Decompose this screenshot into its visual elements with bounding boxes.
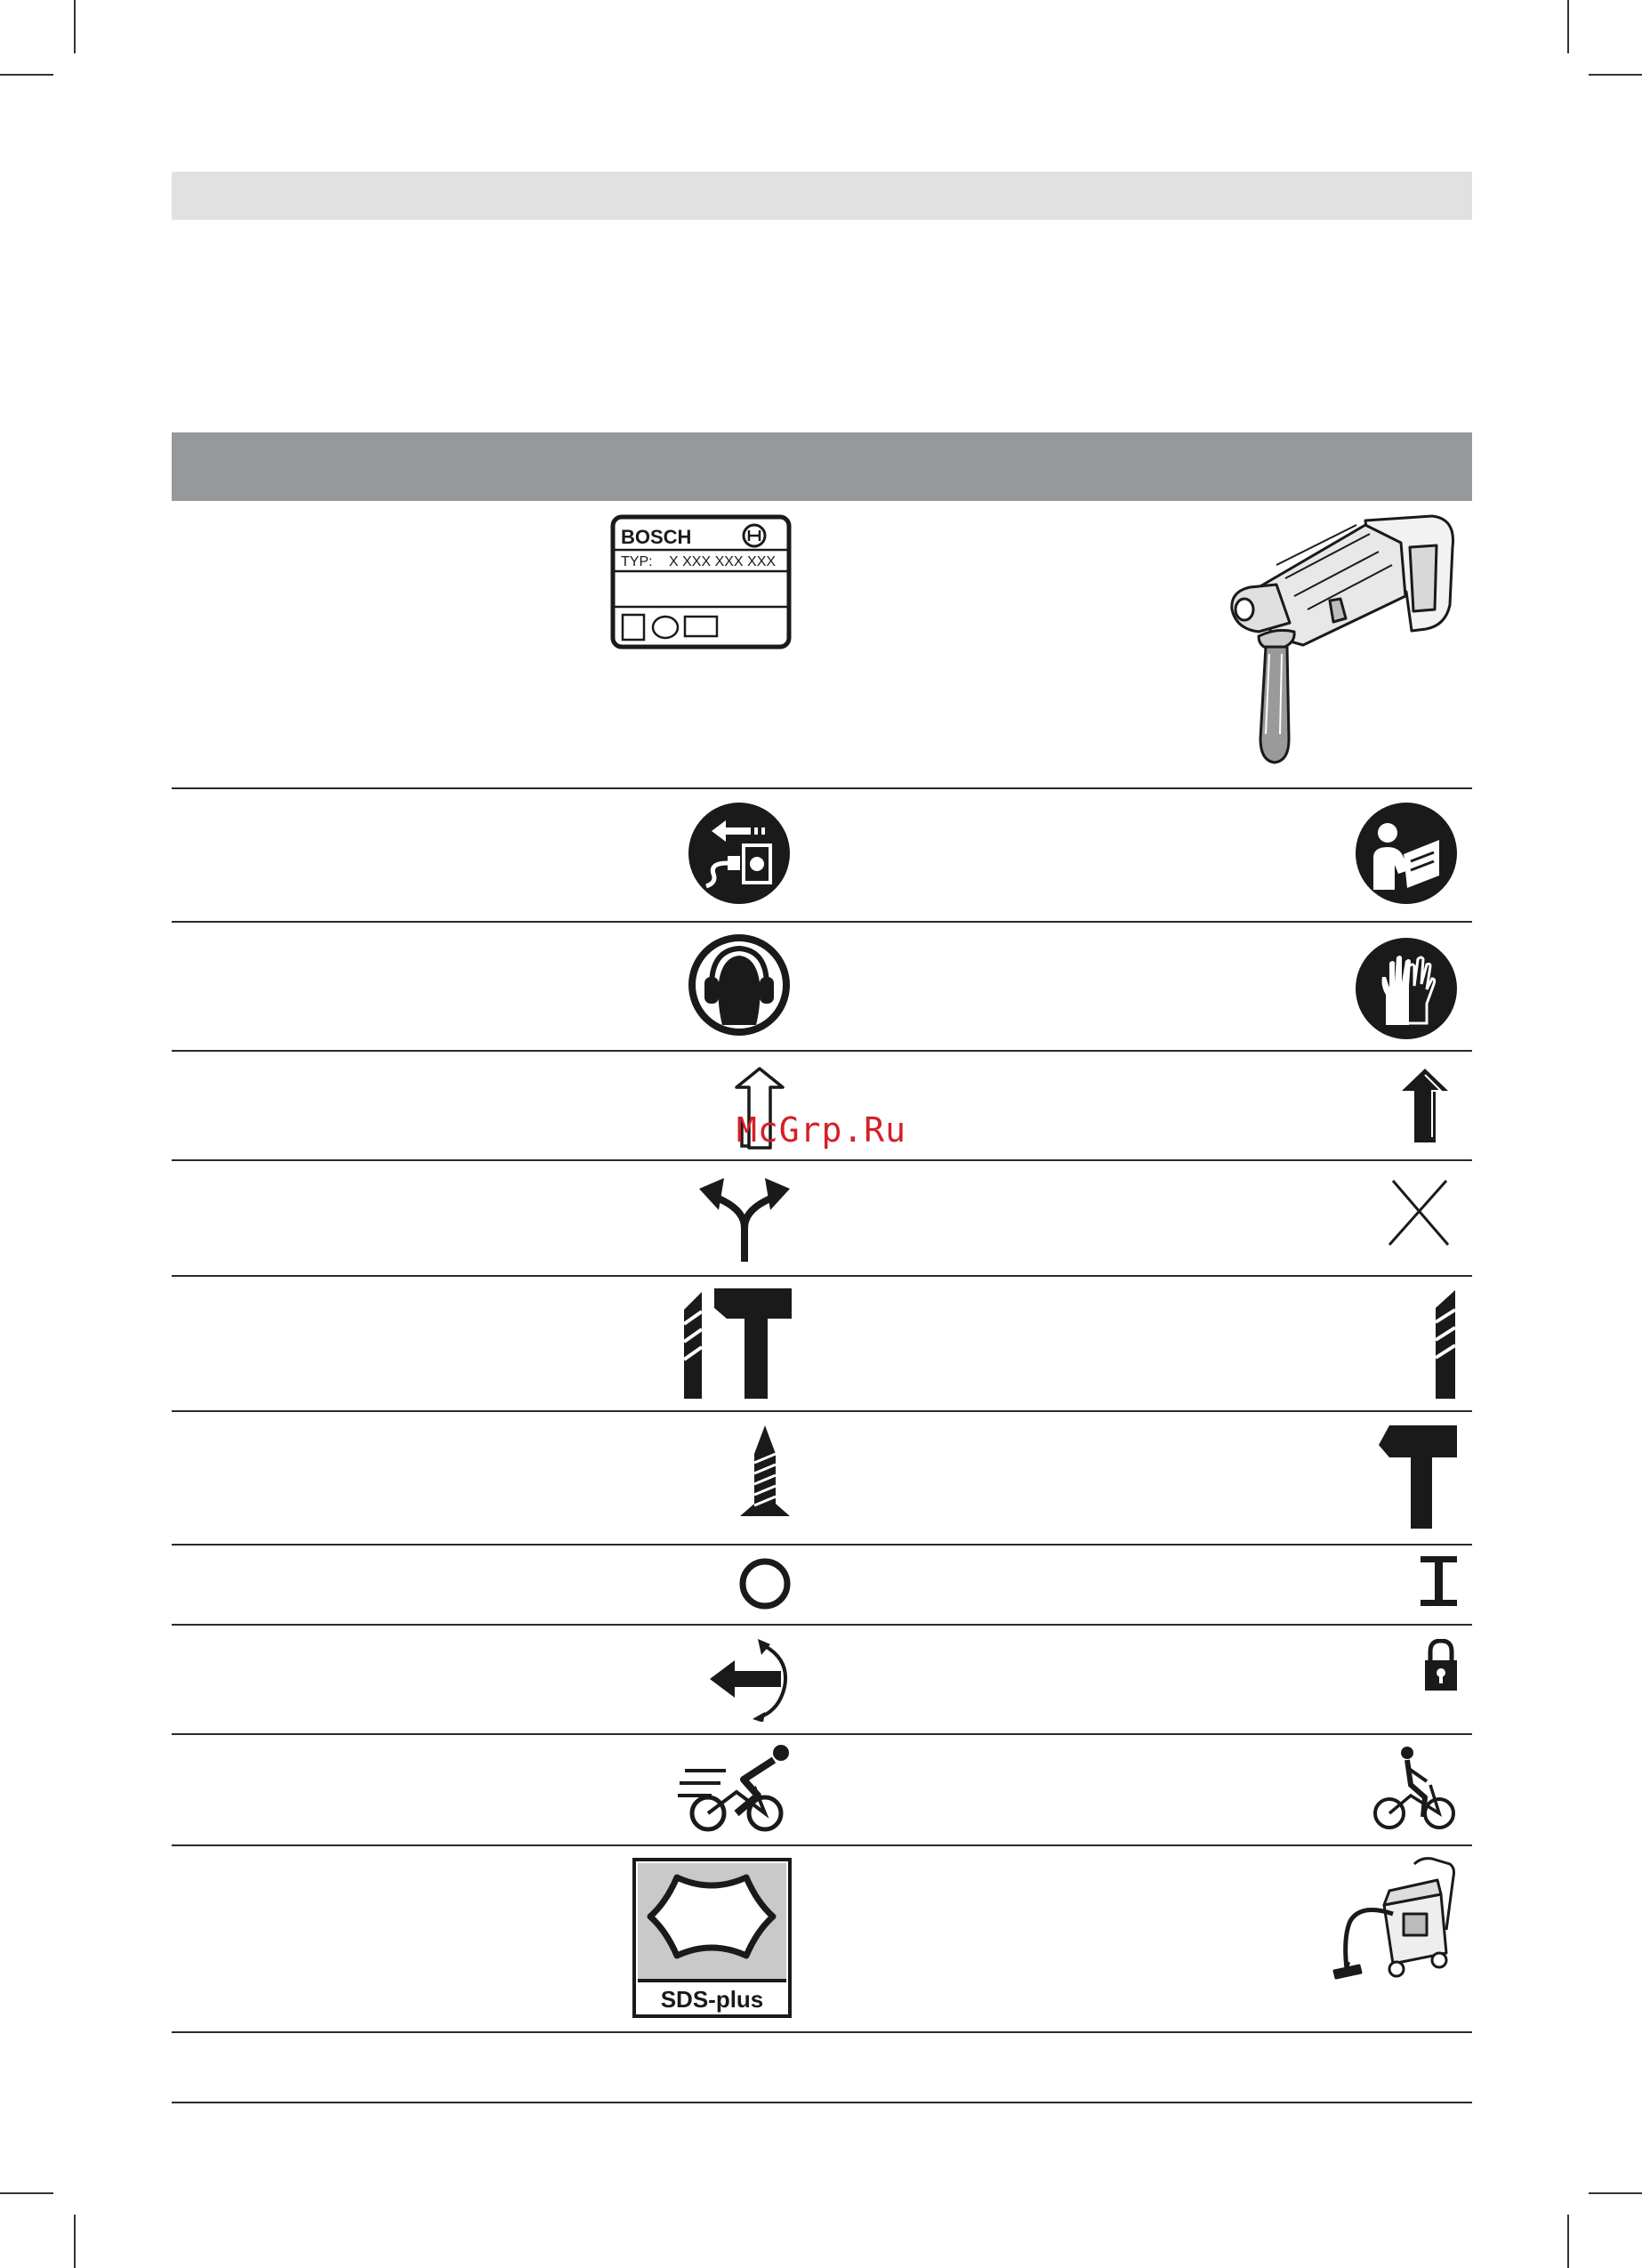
- crop-mark: [1589, 74, 1642, 76]
- nameplate-type-label: TYP:: [621, 554, 653, 569]
- nameplate-brand: BOSCH: [621, 526, 692, 548]
- nameplate-type-value: X XXX XXX XXX: [669, 554, 777, 569]
- drill-bit-icon: [1434, 1288, 1457, 1399]
- row-divider: [172, 1410, 1472, 1412]
- wear-gloves-icon: [1354, 936, 1459, 1041]
- watermark: McGrp.Ru: [736, 1110, 907, 1150]
- hammer-drill-mode-icon: [680, 1288, 792, 1399]
- fast-speed-cyclist-icon: [676, 1744, 792, 1833]
- row-divider: [172, 1159, 1472, 1161]
- crop-mark: [74, 0, 76, 53]
- read-manual-icon: [1354, 801, 1459, 906]
- filled-arrow-up-icon: [1398, 1066, 1452, 1146]
- slow-speed-cyclist-icon: [1372, 1746, 1457, 1831]
- row-divider: [172, 2102, 1472, 2103]
- crop-mark: [1567, 2215, 1569, 2268]
- padlock-icon: [1423, 1639, 1459, 1692]
- crop-mark: [0, 74, 53, 76]
- wear-ear-protection-icon: [687, 932, 792, 1037]
- row-divider: [172, 921, 1472, 923]
- row-divider: [172, 787, 1472, 789]
- row-divider: [172, 2031, 1472, 2033]
- chisel-hammer-icon: [1377, 1424, 1457, 1530]
- row-divider: [172, 1624, 1472, 1626]
- header-bar-dark: [172, 432, 1472, 501]
- cross-icon: [1386, 1177, 1453, 1248]
- crop-mark: [74, 2215, 76, 2268]
- fork-arrow-icon: [697, 1174, 792, 1263]
- screw-icon: [738, 1424, 792, 1520]
- circle-off-icon: [738, 1557, 792, 1610]
- crop-mark: [1589, 2192, 1642, 2194]
- sds-plus-icon: [632, 1858, 792, 2018]
- row-divider: [172, 1844, 1472, 1846]
- row-divider: [172, 1733, 1472, 1735]
- crop-mark: [1567, 0, 1569, 53]
- row-divider: [172, 1050, 1472, 1052]
- sds-plus-label: SDS-plus: [660, 1986, 764, 2013]
- rotary-hammer-icon: [1223, 512, 1463, 779]
- nameplate-icon: [610, 514, 792, 650]
- row-divider: [172, 1275, 1472, 1277]
- header-bar-light: [172, 172, 1472, 220]
- row-divider: [172, 1544, 1472, 1546]
- unplug-before-work-icon: [687, 801, 792, 906]
- crop-mark: [0, 2192, 53, 2194]
- dust-extractor-icon: [1308, 1855, 1459, 1989]
- line-on-icon: [1419, 1554, 1459, 1608]
- rotation-reverse-icon: [708, 1637, 792, 1722]
